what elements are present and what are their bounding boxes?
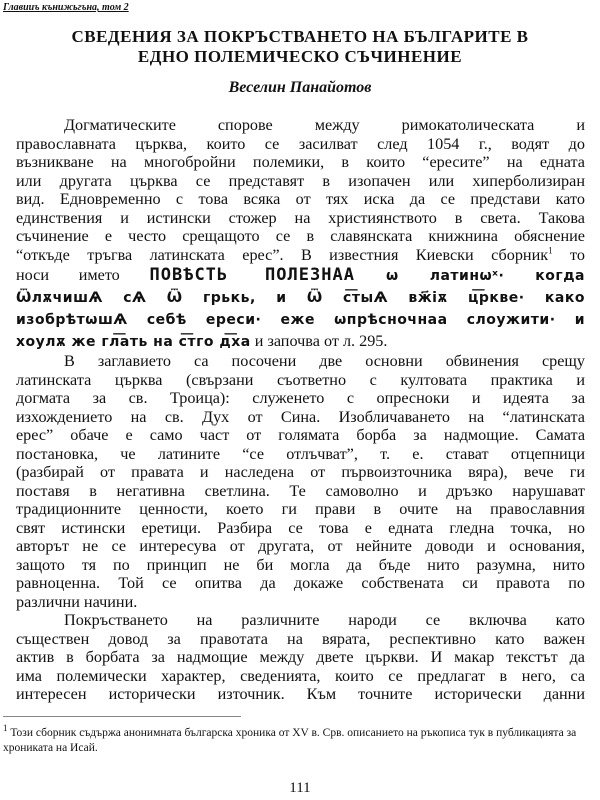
- church-slavonic-text: ѾлѫчишѦ сѦ Ѿ грькь, и Ѿ с͞тыѦ вж҃іѫ ц͞ркве· како: [16, 290, 585, 306]
- page-number: 111: [289, 780, 311, 796]
- text-segment: постановка, че латините “се отлъчват”, т. е. стават отцепници: [16, 444, 585, 463]
- text-segment: изхождението на св. Дух от Сина. Изобличаването на “латинската: [16, 407, 585, 426]
- text-segment: В заглавието са посочени две основни обвинения срещу: [64, 352, 585, 370]
- text-segment: ерес” обаче е само част от голямата борба за надмощие. Самата: [16, 426, 585, 444]
- text-segment: има полемически характер, сведенията, които се предлагат в него, са: [16, 666, 585, 685]
- text-line: [16, 172, 585, 191]
- paragraph: [16, 116, 585, 352]
- text-line: [16, 463, 585, 482]
- church-slavonic-text: ПОВѢСТЬ ПОЛЕЗНАА: [149, 265, 355, 285]
- paragraph: [16, 611, 585, 704]
- text-line: [16, 482, 585, 501]
- text-line: [16, 308, 585, 330]
- text-line: [16, 574, 585, 593]
- church-slavonic-text: ѡ латинѡˣ· когда: [354, 268, 585, 284]
- text-segment: традиционните ценности, което ги прави в очите на православния: [16, 500, 585, 518]
- footnote-ref: 1: [548, 245, 553, 256]
- text-segment: догмата за св. Троица): служенето с опресноки и идеята за: [16, 389, 585, 407]
- text-line: [16, 537, 585, 556]
- text-line: [16, 330, 585, 352]
- text-segment: вид. Едновременно с това всяка от тях иска да се представи като: [16, 190, 585, 208]
- text-line: [16, 227, 585, 246]
- author-name: Веселин Панайотов: [228, 79, 372, 96]
- text-line: [16, 135, 585, 154]
- text-line: [16, 286, 585, 308]
- text-segment: православната църква, които се засилват след 1054 г., водят до: [16, 134, 585, 153]
- text-segment: Догматическите спорове между римокатолическата и: [64, 116, 585, 134]
- text-segment: интересен исторически източник. Към точните исторически данни: [16, 685, 585, 703]
- text-segment: поставя в негативна светлина. Те самоволно и дръзко нарушават: [16, 481, 585, 500]
- text-line: [16, 408, 585, 427]
- text-line: [16, 611, 585, 630]
- text-line: [16, 667, 585, 686]
- text-segment: актив в борбата за надмощие между двете църкви. И макар текстът да: [16, 648, 585, 666]
- paragraph: [16, 352, 585, 611]
- text-segment: възникване на многобройни полемики, в които “ересите” на едната: [16, 153, 585, 171]
- text-line: [16, 648, 585, 667]
- church-slavonic-text: изобрѣтѡшѦ себѣ ереси· еже ѡпрѣсночнаа слоужити· и: [16, 312, 585, 328]
- text-segment: и започва от л. 295.: [250, 332, 388, 350]
- text-line: [16, 426, 585, 445]
- text-line: [16, 153, 585, 172]
- text-line: [16, 116, 585, 135]
- text-line: [16, 371, 585, 390]
- text-segment: носи името: [16, 266, 150, 284]
- text-segment: съществен довод за правотата на вярата, респективно като важен: [16, 629, 585, 648]
- text-line: [16, 500, 585, 519]
- footnote-mark: 1: [3, 723, 8, 734]
- text-line: [16, 209, 585, 228]
- text-line: [16, 352, 585, 371]
- text-segment: единствения и истински стожер на християнството в света. Такова: [16, 208, 585, 227]
- text-line: [16, 246, 585, 265]
- text-segment: различни начини.: [16, 592, 138, 611]
- article-title: [0, 27, 600, 67]
- footnote-text: Този сборник съдържа анонимната българска хроника от XV в. Срв. описанието на ръкописа тук в публикацията за хрониката на Исай.: [3, 727, 577, 754]
- text-line: [16, 389, 585, 408]
- text-line: [16, 190, 585, 209]
- footnote-divider: [3, 716, 241, 717]
- text-segment: защото тя по принцип не би могла да бъде нито разумна, нито: [16, 555, 585, 574]
- text-segment: или другата църква се представят в изопачен или хиперболизиран: [16, 171, 585, 190]
- text-segment: равноценна. Той се опитва да докаже собствената си правота по: [16, 574, 585, 592]
- text-segment: съчинение е често срещащото се в славянската книжнина обяснение: [16, 227, 585, 245]
- title-line: СВЕДЕНИЯ ЗА ПОКРЪСТВАНЕТО НА БЪЛГАРИТЕ В: [71, 27, 529, 46]
- text-segment: авторът не се интересува от другата, от нейните доводи и основания,: [16, 537, 585, 555]
- running-header: Глaвииъ кънижьгъна, том 2: [3, 2, 129, 13]
- article-body: [16, 116, 585, 704]
- text-segment: латинската църква (свързани съответно с култовата практика и: [16, 370, 585, 389]
- text-segment: то: [552, 245, 585, 264]
- text-line: [16, 556, 585, 575]
- text-line: [16, 593, 585, 612]
- title-line: ЕДНО ПОЛЕМИЧЕСКО СЪЧИНЕНИЕ: [137, 47, 463, 66]
- text-line: [16, 630, 585, 649]
- text-segment: свят истински еретици. Разбира се това е едната гледна точка, но: [16, 518, 585, 537]
- text-segment: “откъде тръгва латинската ерес”. В известния Киевски сборник: [16, 245, 549, 264]
- text-line: [16, 685, 585, 704]
- text-line: [16, 445, 585, 464]
- church-slavonic-text: хоулѫ же гл͞ать на с͞тго д͞ха: [16, 334, 251, 350]
- text-segment: (разбирай от правата и наследена от първоизточника вяра), вече ги: [16, 463, 585, 481]
- text-line: [16, 519, 585, 538]
- text-segment: Покръстването на различните народи се включва като: [64, 611, 585, 629]
- text-line: [16, 264, 585, 286]
- footnote: [3, 723, 588, 756]
